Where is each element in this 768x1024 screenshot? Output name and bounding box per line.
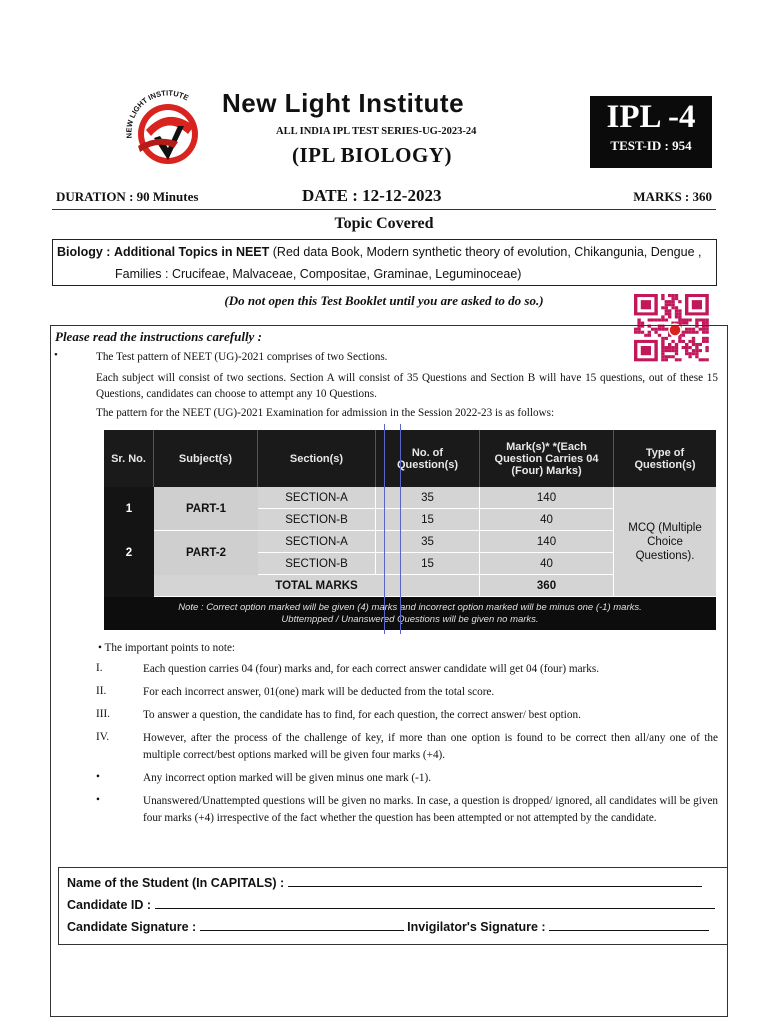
candidate-signature-label: Candidate Signature : <box>67 920 197 934</box>
qr-module <box>661 318 664 321</box>
qr-module <box>637 318 640 321</box>
section-cell: SECTION-A <box>258 487 376 509</box>
qr-module <box>665 318 668 321</box>
families-list: Crucifeae, Malvaceae, Compositae, Graminae, Leguminoceae) <box>168 267 522 281</box>
table-header: Section(s) <box>258 430 376 487</box>
qr-module <box>661 306 664 309</box>
institute-logo <box>118 86 218 172</box>
student-name-line[interactable] <box>288 876 702 887</box>
points-intro: • The important points to note: <box>98 642 236 654</box>
instruction-paragraph: The pattern for the NEET (UG)-2021 Examination for admission in the Session 2022-23 is as follows: <box>96 407 555 419</box>
duration: DURATION : 90 Minutes <box>56 189 199 204</box>
qr-module <box>671 303 674 306</box>
qr-finder <box>692 300 702 309</box>
qr-module <box>665 303 668 306</box>
qr-module <box>651 318 654 321</box>
test-code-badge <box>590 96 712 168</box>
point-text: Unanswered/Unattempted questions will be given no marks. In case, a question is dropped/ ignored, all candidates will be given four marks (+4) irrespective of the fact whether the question has been attempted or not attempted by the candidate. <box>143 795 718 824</box>
qr-module <box>675 297 678 300</box>
qr-module <box>675 309 678 312</box>
point-number: I. <box>96 662 103 674</box>
topic-biology-line <box>57 245 701 259</box>
point-number: II. <box>96 685 107 697</box>
booklet-warning: (Do not open this Test Booklet until you are asked to do so.) <box>224 293 544 308</box>
point-number: III. <box>96 708 110 720</box>
qr-module <box>702 318 705 321</box>
qr-module <box>671 294 674 297</box>
qr-module <box>671 297 674 300</box>
student-details-box <box>58 867 728 945</box>
qr-module <box>668 315 671 318</box>
qr-module <box>661 297 664 300</box>
candidate-id-field[interactable] <box>67 898 715 912</box>
point-text: Each question carries 04 (four) marks and, for each correct answer candidate will get 04 (four) marks. <box>143 663 600 675</box>
topic-families-line <box>115 267 521 281</box>
biology-subtopics: (Red data Book, Modern synthetic theory of evolution, Chikangunia, Dengue , <box>269 245 702 259</box>
questions-cell: 15 <box>376 553 480 575</box>
qr-module <box>665 300 668 303</box>
serial-number: 1 <box>104 487 154 531</box>
qr-module <box>675 306 678 309</box>
biology-label: Biology : <box>57 245 111 259</box>
point-text: However, after the process of the challenge of key, if more than one option is found to be correct then all/any one of the multiple correct/best options marked will be given four marks (+4). <box>143 732 718 761</box>
point-number: • <box>96 794 100 806</box>
institute-name: New Light Institute <box>222 88 465 118</box>
qr-module <box>695 318 698 321</box>
signature-row <box>67 920 709 934</box>
qr-module <box>668 312 671 315</box>
table-note-line: Note : Correct option marked will be given (4) marks and incorrect option marked will be minus one (-1) marks. <box>178 601 642 613</box>
qr-module <box>678 300 681 303</box>
point-text: For each incorrect answer, 01(one) mark will be deducted from the total score. <box>143 686 495 698</box>
scan-guide-line <box>384 424 385 634</box>
table-header: No. of Question(s) <box>376 430 480 487</box>
topic-heading: Topic Covered <box>334 215 434 232</box>
point-number: • <box>96 771 100 783</box>
marks-cell: 140 <box>480 531 614 553</box>
qr-module <box>661 315 664 318</box>
questions-cell: 35 <box>376 487 480 509</box>
divider <box>52 209 716 210</box>
serial-number: 2 <box>104 531 154 575</box>
biology-topic: Additional Topics in NEET <box>113 245 270 259</box>
logo-text: NEW LIGHT INSTITUTE <box>124 88 191 139</box>
qr-module <box>668 303 671 306</box>
qr-module <box>705 318 708 321</box>
point-text: To answer a question, the candidate has to find, for each question, the correct answer/ best option. <box>143 709 581 721</box>
max-marks: MARKS : 360 <box>633 189 712 204</box>
qr-module <box>671 300 674 303</box>
point-text: Any incorrect option marked will be given minus one mark (-1). <box>143 772 432 784</box>
question-type: MCQ (Multiple Choice Questions). <box>614 487 716 597</box>
marks-cell: 40 <box>480 553 614 575</box>
instruction-paragraph: Each subject will consist of two sections. Section A will consist of 35 Questions and Section B will have 15 questions, out of these 15 Questions, candidates can choose to attempt any 10 Questions. <box>96 372 718 400</box>
exam-meta-row <box>56 186 712 208</box>
qr-module <box>668 300 671 303</box>
qr-module <box>675 294 678 297</box>
qr-module <box>685 318 688 321</box>
section-cell: SECTION-B <box>258 509 376 531</box>
qr-module <box>699 318 702 321</box>
candidate-id-line[interactable] <box>155 898 715 909</box>
test-id: TEST-ID : 954 <box>610 138 692 153</box>
qr-module <box>668 309 671 312</box>
test-series: ALL INDIA IPL TEST SERIES-UG-2023-24 <box>276 126 477 137</box>
qr-finder <box>641 300 651 309</box>
qr-module <box>678 312 681 315</box>
total-value: 360 <box>480 575 614 597</box>
scan-guide-line <box>400 424 401 634</box>
invigilator-signature-line[interactable] <box>549 920 709 931</box>
student-name-field[interactable] <box>67 876 702 890</box>
marks-cell: 140 <box>480 487 614 509</box>
qr-module <box>665 306 668 309</box>
candidate-id-label: Candidate ID : <box>67 898 152 912</box>
qr-module <box>671 306 674 309</box>
point-number: IV. <box>96 731 110 743</box>
qr-module <box>682 318 685 321</box>
marks-cell: 40 <box>480 509 614 531</box>
section-cell: SECTION-B <box>258 553 376 575</box>
instructions-heading: Please read the instructions carefully : <box>55 329 262 344</box>
qr-module <box>678 315 681 318</box>
test-code: IPL -4 <box>606 99 696 135</box>
qr-module <box>665 309 668 312</box>
table-note-line: Ubttempped / Unanswered Questions will be given no marks. <box>281 613 539 625</box>
subject-part: PART-1 <box>154 487 258 531</box>
qr-module <box>688 318 691 321</box>
subject-title: (IPL BIOLOGY) <box>292 143 452 167</box>
qr-module <box>675 312 678 315</box>
table-note <box>104 597 716 630</box>
table-header: Mark(s)* *(Each Question Carries 04 (Four) Marks) <box>480 430 614 487</box>
questions-cell: 15 <box>376 509 480 531</box>
qr-module <box>654 318 657 321</box>
qr-module <box>658 318 661 321</box>
questions-cell: 35 <box>376 531 480 553</box>
qr-module <box>668 294 671 297</box>
exam-pattern-table <box>104 430 716 630</box>
table-header: Type of Question(s) <box>614 430 716 487</box>
table-header: Sr. No. <box>104 430 154 487</box>
total-label: TOTAL MARKS <box>154 575 480 597</box>
subject-part: PART-2 <box>154 531 258 575</box>
section-cell: SECTION-A <box>258 531 376 553</box>
qr-module <box>665 312 668 315</box>
qr-module <box>675 315 678 318</box>
families-label: Families : <box>115 267 169 281</box>
bullet: • <box>54 349 58 361</box>
student-name-label: Name of the Student (In CAPITALS) : <box>67 876 285 890</box>
table-header: Subject(s) <box>154 430 258 487</box>
topic-box <box>52 239 717 286</box>
candidate-signature-line[interactable] <box>200 920 404 931</box>
qr-module <box>648 318 651 321</box>
qr-module <box>678 318 681 321</box>
instruction-paragraph: The Test pattern of NEET (UG)-2021 comprises of two Sections. <box>96 351 388 363</box>
exam-date: DATE : 12-12-2023 <box>302 186 442 205</box>
qr-module <box>678 309 681 312</box>
total-row-spacer <box>104 575 154 597</box>
qr-module <box>661 294 664 297</box>
invigilator-signature-label: Invigilator's Signature : <box>407 920 546 934</box>
